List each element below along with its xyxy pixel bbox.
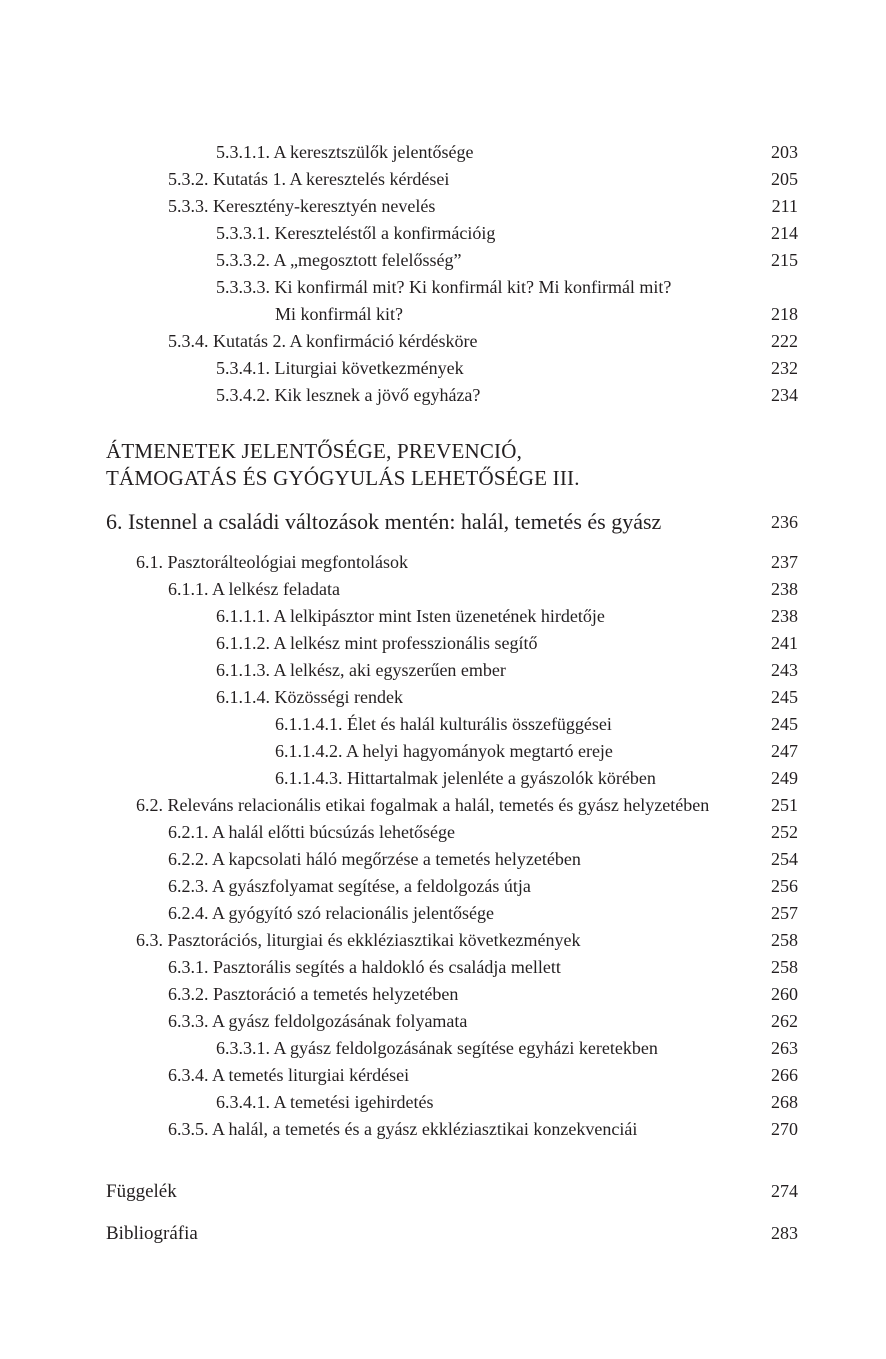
toc-entry-page: 270 — [771, 1119, 798, 1139]
toc-entry-6-1-1-4-2 — [0, 738, 886, 765]
toc-entry-6-2-2 — [0, 846, 886, 873]
toc-entry-5-3-3-1 — [0, 220, 886, 247]
toc-entry-page: 283 — [771, 1223, 798, 1243]
toc-entry-6-1-1-1 — [0, 603, 886, 630]
toc-entry-5-3-4 — [0, 328, 886, 355]
toc-entry-title: 6.1.1.4.2. A helyi hagyományok megtartó ereje — [275, 741, 613, 761]
toc-entry-page: 254 — [771, 849, 798, 869]
toc-entry-page: 256 — [771, 876, 798, 896]
toc-entry-title: 6.3.4.1. A temetési igehirdetés — [216, 1092, 434, 1112]
toc-entry-5-3-3-3 — [0, 274, 886, 301]
part-heading-line-2: TÁMOGATÁS ÉS GYÓGYULÁS LEHETŐSÉGE III. — [106, 466, 580, 490]
toc-entry-title: 6.1.1. A lelkész feladata — [168, 579, 340, 599]
part-heading-line-1: ÁTMENETEK JELENTŐSÉGE, PREVENCIÓ, — [106, 439, 523, 463]
toc-entry-page: 237 — [771, 552, 798, 572]
toc-entry-page: 245 — [771, 687, 798, 707]
toc-entry-title: 5.3.3.1. Kereszteléstől a konfirmációig — [216, 223, 496, 243]
toc-entry-title: 6.3.4. A temetés liturgiai kérdései — [168, 1065, 410, 1085]
toc-entry-page: 238 — [771, 606, 798, 626]
toc-entry-6-3-2 — [0, 981, 886, 1008]
toc-entry-title: 6.3.3. A gyász feldolgozásának folyamata — [168, 1011, 468, 1031]
chapter-title: 6. Istennel a családi változások mentén: halál, temetés és gyász — [106, 509, 662, 534]
toc-entry-6-1 — [0, 549, 886, 576]
toc-entry-page: 262 — [771, 1011, 798, 1031]
toc-entry-title: 5.3.4. Kutatás 2. A konfirmáció kérdésköre — [168, 331, 478, 351]
toc-entry-title: 6.3.3.1. A gyász feldolgozásának segítése egyházi keretekben — [216, 1038, 658, 1058]
toc-entry-6-2 — [0, 792, 886, 819]
toc-entry-6-3-4 — [0, 1062, 886, 1089]
toc-entry-page: 234 — [771, 385, 798, 405]
toc-entry-page: 211 — [771, 196, 798, 216]
toc-entry-title: 5.3.3.2. A „megosztott felelősség” — [216, 250, 462, 270]
toc-entry-5-3-3-3-continued — [0, 301, 886, 328]
toc-entry-6-1-1-4-1 — [0, 711, 886, 738]
toc-entry-title: 6.2.4. A gyógyító szó relacionális jelentősége — [168, 903, 494, 923]
toc-entry-page: 218 — [771, 304, 798, 324]
toc-entry-page: 205 — [771, 169, 798, 189]
toc-entry-page: 263 — [771, 1038, 798, 1058]
toc-entry-6-1-1-3 — [0, 657, 886, 684]
toc-entry-page: 232 — [771, 358, 798, 378]
toc-entry-page: 241 — [771, 633, 798, 653]
toc-entry-title: 6.1.1.2. A lelkész mint professzionális segítő — [216, 633, 538, 653]
toc-entry-title: 5.3.2. Kutatás 1. A keresztelés kérdései — [168, 169, 450, 189]
toc-entry-5-3-1-1 — [0, 139, 886, 166]
toc-entry-title: 6.2. Releváns relacionális etikai fogalmak a halál, temetés és gyász helyzetében — [136, 795, 710, 815]
toc-entry-page: 257 — [771, 903, 798, 923]
toc-entry-6-3-5 — [0, 1116, 886, 1143]
toc-entry-title: 5.3.4.1. Liturgiai következmények — [216, 358, 464, 378]
chapter-6-heading — [0, 507, 886, 537]
toc-entry-title: Függelék — [106, 1181, 177, 1202]
toc-entry-title: 6.2.1. A halál előtti búcsúzás lehetősége — [168, 822, 455, 842]
toc-entry-title: 5.3.4.2. Kik lesznek a jövő egyháza? — [216, 385, 481, 405]
toc-entry-6-2-3 — [0, 873, 886, 900]
toc-entry-title: 6.1.1.1. A lelkipásztor mint Isten üzenetének hirdetője — [216, 606, 605, 626]
toc-entry-title: 6.3.5. A halál, a temetés és a gyász ekkléziasztikai konzekvenciái — [168, 1119, 638, 1139]
toc-entry-5-3-3-2 — [0, 247, 886, 274]
toc-entry-page: 274 — [771, 1181, 798, 1201]
toc-entry-6-2-4 — [0, 900, 886, 927]
toc-entry-page: 245 — [771, 714, 798, 734]
toc-entry-title: 6.2.2. A kapcsolati háló megőrzése a temetés helyzetében — [168, 849, 581, 869]
toc-entry-title: 6.1. Pasztorálteológiai megfontolások — [136, 552, 408, 572]
toc-entry-page: 215 — [771, 250, 798, 270]
toc-entry-title: 6.1.1.3. A lelkész, aki egyszerűen ember — [216, 660, 506, 680]
toc-entry-title: 6.3. Pasztorációs, liturgiai és ekkléziasztikai következmények — [136, 930, 581, 950]
toc-entry-page: 268 — [771, 1092, 798, 1112]
toc-entry-page: 252 — [771, 822, 798, 842]
toc-entry-title: 5.3.1.1. A keresztszülők jelentősége — [216, 142, 474, 162]
toc-entry-page: 266 — [771, 1065, 798, 1085]
toc-entry-page: 203 — [771, 142, 798, 162]
toc-entry-title: 6.1.1.4. Közösségi rendek — [216, 687, 403, 707]
toc-entry-title: 6.3.1. Pasztorális segítés a haldokló és családja mellett — [168, 957, 561, 977]
toc-entry-appendix — [0, 1178, 886, 1205]
toc-entry-page: 214 — [771, 223, 798, 243]
toc-entry-title: Mi konfirmál kit? — [275, 304, 403, 324]
toc-entry-bibliography — [0, 1220, 886, 1247]
toc-entry-page: 258 — [771, 957, 798, 977]
toc-entry-page: 260 — [771, 984, 798, 1004]
toc-entry-6-3-3-1 — [0, 1035, 886, 1062]
toc-entry-page: 251 — [771, 795, 798, 815]
toc-entry-title: Bibliográfia — [106, 1223, 198, 1244]
toc-entry-6-1-1-2 — [0, 630, 886, 657]
toc-entry-page: 238 — [771, 579, 798, 599]
toc-entry-page: 247 — [771, 741, 798, 761]
toc-entry-5-3-2 — [0, 166, 886, 193]
toc-entry-title: 5.3.3.3. Ki konfirmál mit? Ki konfirmál kit? Mi konfirmál mit? — [216, 277, 672, 297]
toc-entry-6-3 — [0, 927, 886, 954]
toc-entry-title: 6.1.1.4.1. Élet és halál kulturális összefüggései — [275, 714, 612, 734]
toc-entry-5-3-4-1 — [0, 355, 886, 382]
toc-entry-page: 243 — [771, 660, 798, 680]
toc-entry-6-3-4-1 — [0, 1089, 886, 1116]
toc-entry-page: 249 — [771, 768, 798, 788]
toc-entry-5-3-3 — [0, 193, 886, 220]
toc-entry-page: 258 — [771, 930, 798, 950]
toc-entry-6-2-1 — [0, 819, 886, 846]
toc-entry-5-3-4-2 — [0, 382, 886, 409]
toc-entry-title: 5.3.3. Keresztény-keresztyén nevelés — [168, 196, 436, 216]
toc-entry-6-3-1 — [0, 954, 886, 981]
toc-entry-6-1-1-4-3 — [0, 765, 886, 792]
toc-entry-6-1-1-4 — [0, 684, 886, 711]
toc-entry-6-3-3 — [0, 1008, 886, 1035]
toc-entry-title: 6.2.3. A gyászfolyamat segítése, a feldolgozás útja — [168, 876, 531, 896]
toc-entry-title: 6.3.2. Pasztoráció a temetés helyzetében — [168, 984, 459, 1004]
toc-entry-page: 222 — [771, 331, 798, 351]
toc-entry-6-1-1 — [0, 576, 886, 603]
toc-entry-title: 6.1.1.4.3. Hittartalmak jelenléte a gyászolók körében — [275, 768, 656, 788]
chapter-page: 236 — [771, 512, 798, 532]
